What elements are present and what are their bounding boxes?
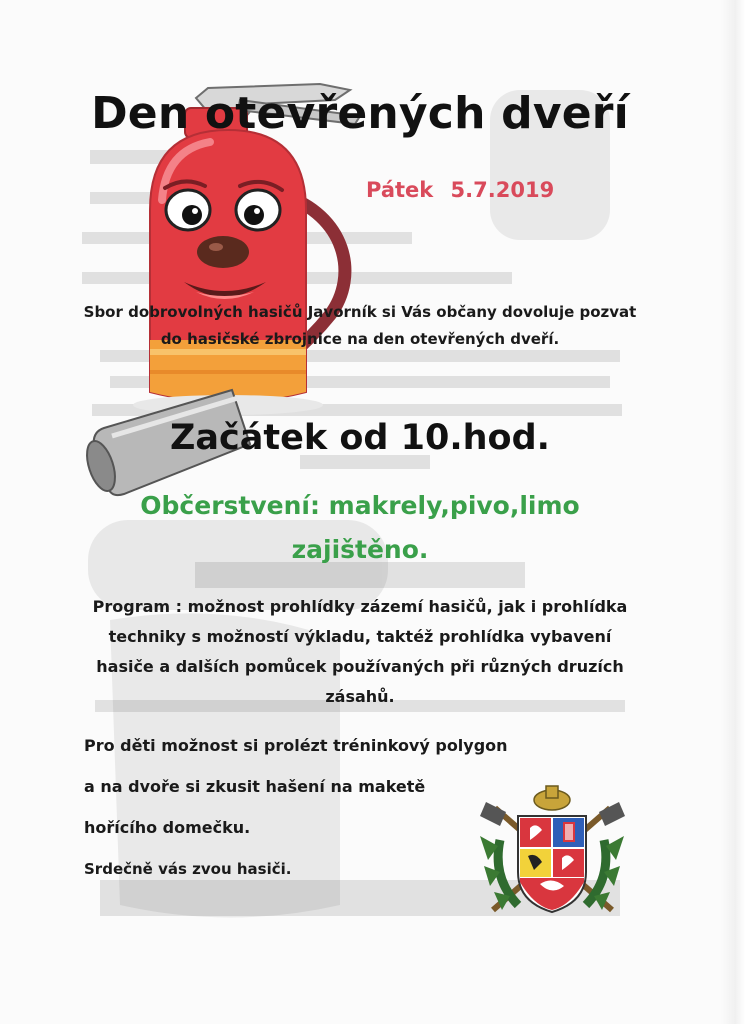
refreshments-line-1: Občerstvení: makrely,pivo,limo [140,491,580,520]
kids-line-2: a na dvoře si zkusit hašení na maketě [84,777,426,796]
signoff: Srdečně vás zvou hasiči. [84,860,292,878]
kids-line-1: Pro děti možnost si prolézt tréninkový polygon [84,736,508,755]
program-line-4: zásahů. [325,687,395,706]
program-line-2: techniky s možností výkladu, taktéž prohlídka vybavení [108,627,612,646]
invitation-line-2: do hasičské zbrojnice na den otevřených dveří. [160,330,560,348]
start-time: Začátek od 10.hod. [170,418,550,458]
page-title: Den otevřených dveří [91,88,629,139]
program-line-3: hasiče a dalších pomůcek používaných při různých druzích [96,657,624,676]
refreshments-line-2: zajištěno. [291,535,429,564]
invitation-line-1: Sbor dobrovolných hasičů Javorník si Vás občany dovoluje pozvat [83,303,637,321]
program-line-1: Program : možnost prohlídky zázemí hasičů, jak i prohlídka [92,597,628,616]
event-date: Pátek 5.7.2019 [366,178,555,202]
kids-line-3: hořícího domečku. [84,818,251,837]
